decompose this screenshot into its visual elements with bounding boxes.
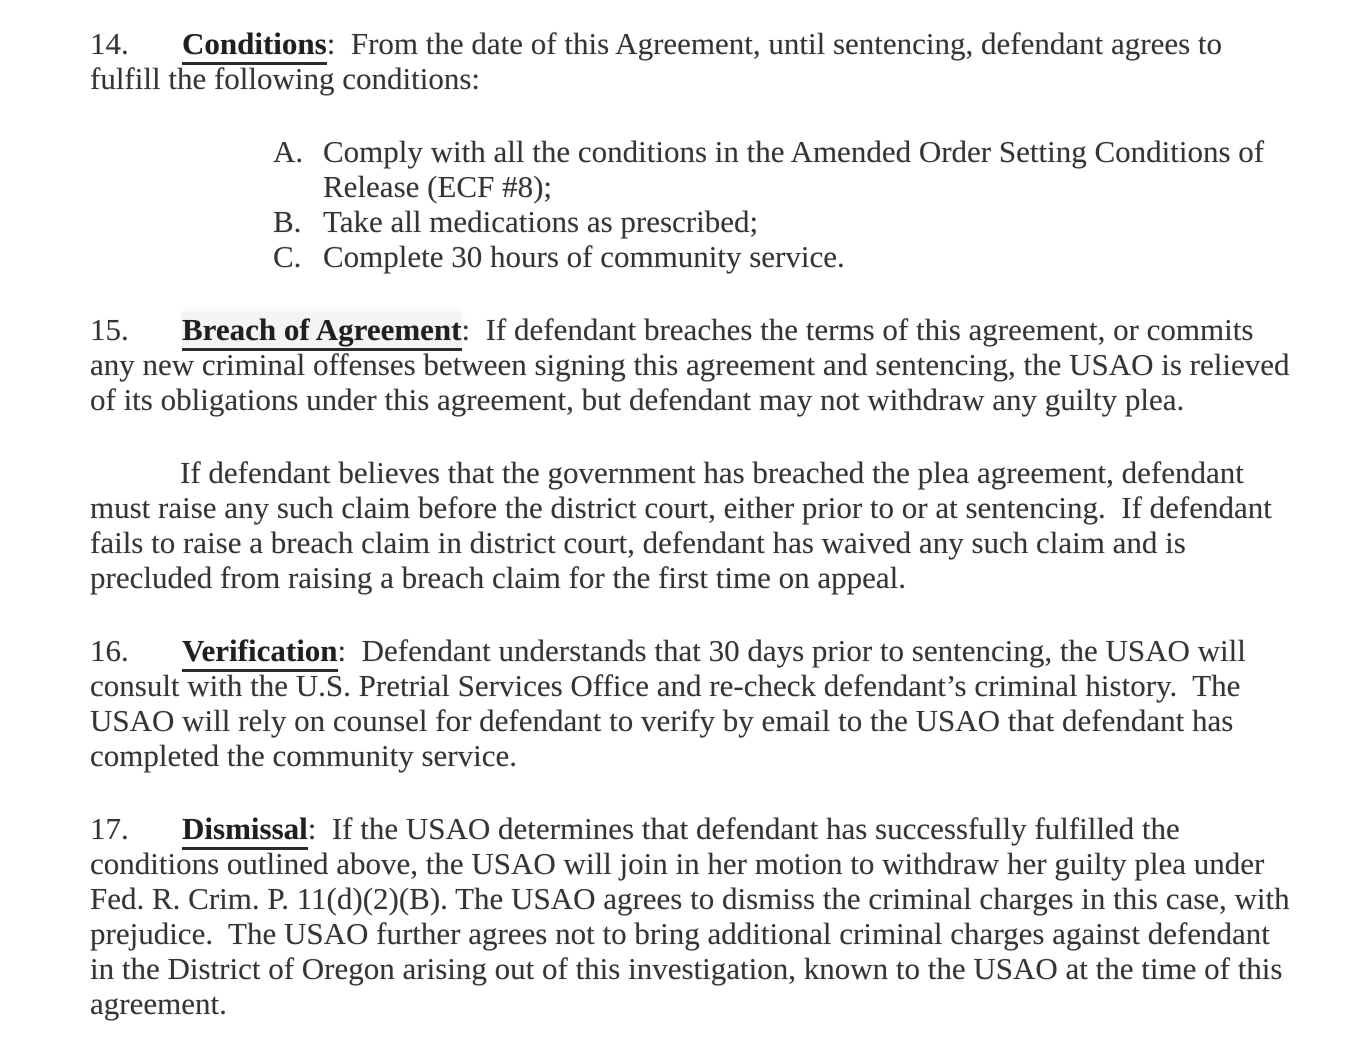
paragraph-14-conditions <box>90 26 1304 96</box>
para-15-text: : If defendant breaches the terms of this agreement, or commits <box>461 312 1254 347</box>
para-15-line-3: of its obligations under this agreement, but defendant may not withdraw any guilty plea. <box>90 382 1185 417</box>
para-15b-line-2: must raise any such claim before the district court, either prior to or at sentencing. If defendant <box>90 490 1272 525</box>
paragraph-16-verification <box>90 633 1304 773</box>
para-14-line-1 <box>90 26 1304 61</box>
para-15-line-1 <box>90 312 1304 347</box>
paragraph-17-dismissal <box>90 811 1304 1021</box>
para-17-number: 17. <box>90 811 129 846</box>
list-item-a-text: Comply with all the conditions in the Amended Order Setting Conditions of <box>323 134 1265 169</box>
list-item-c-text: Complete 30 hours of community service. <box>323 239 845 274</box>
para-16-number: 16. <box>90 633 129 668</box>
para-15b-line-4: precluded from raising a breach claim for the first time on appeal. <box>90 560 907 595</box>
para-16-line-3: USAO will rely on counsel for defendant to verify by email to the USAO that defendant has <box>90 703 1234 738</box>
list-item-c <box>273 239 1304 274</box>
para-17-line-3: Fed. R. Crim. P. 11(d)(2)(B). The USAO agrees to dismiss the criminal charges in this case, with <box>90 881 1290 916</box>
para-14-line-2: fulfill the following conditions: <box>90 61 481 96</box>
para-17-line-5: in the District of Oregon arising out of this investigation, known to the USAO at the time of this <box>90 951 1283 986</box>
para-16-text: : Defendant understands that 30 days prior to sentencing, the USAO will <box>337 633 1246 668</box>
para-14-text: : From the date of this Agreement, until sentencing, defendant agrees to <box>326 26 1223 61</box>
heading-breach-of-agreement: Breach of Agreement <box>182 312 462 351</box>
list-item-a-line-1 <box>273 134 1304 169</box>
heading-conditions: Conditions <box>182 26 327 65</box>
para-15b-line-1: If defendant believes that the government has breached the plea agreement, defendant <box>180 455 1244 490</box>
para-14-number: 14. <box>90 26 129 61</box>
para-15-number: 15. <box>90 312 129 347</box>
paragraph-15-breach-of-agreement <box>90 312 1304 417</box>
paragraph-15-continuation <box>90 455 1304 595</box>
list-item-b-letter: B. <box>273 204 302 239</box>
para-17-line-1 <box>90 811 1304 846</box>
para-16-line-2: consult with the U.S. Pretrial Services Office and re-check defendant’s criminal history. The <box>90 668 1241 703</box>
list-item-a-letter: A. <box>273 134 304 169</box>
para-17-line-4: prejudice. The USAO further agrees not to bring additional criminal charges against defendant <box>90 916 1270 951</box>
conditions-list <box>273 134 1304 274</box>
para-17-line-6: agreement. <box>90 986 227 1021</box>
para-16-line-4: completed the community service. <box>90 738 517 773</box>
list-item-b-text: Take all medications as prescribed; <box>323 204 759 239</box>
para-17-line-2: conditions outlined above, the USAO will join in her motion to withdraw her guilty plea under <box>90 846 1265 881</box>
heading-dismissal: Dismissal <box>182 811 308 850</box>
list-item-b <box>273 204 1304 239</box>
para-17-text: : If the USAO determines that defendant has successfully fulfilled the <box>307 811 1180 846</box>
para-15-line-2: any new criminal offenses between signing this agreement and sentencing, the USAO is relieved <box>90 347 1290 382</box>
heading-verification: Verification <box>182 633 338 672</box>
para-15b-line-3: fails to raise a breach claim in district court, defendant has waived any such claim and is <box>90 525 1186 560</box>
list-item-a-line-2: Release (ECF #8); <box>323 169 553 204</box>
para-16-line-1 <box>90 633 1304 668</box>
list-item-c-letter: C. <box>273 239 302 274</box>
